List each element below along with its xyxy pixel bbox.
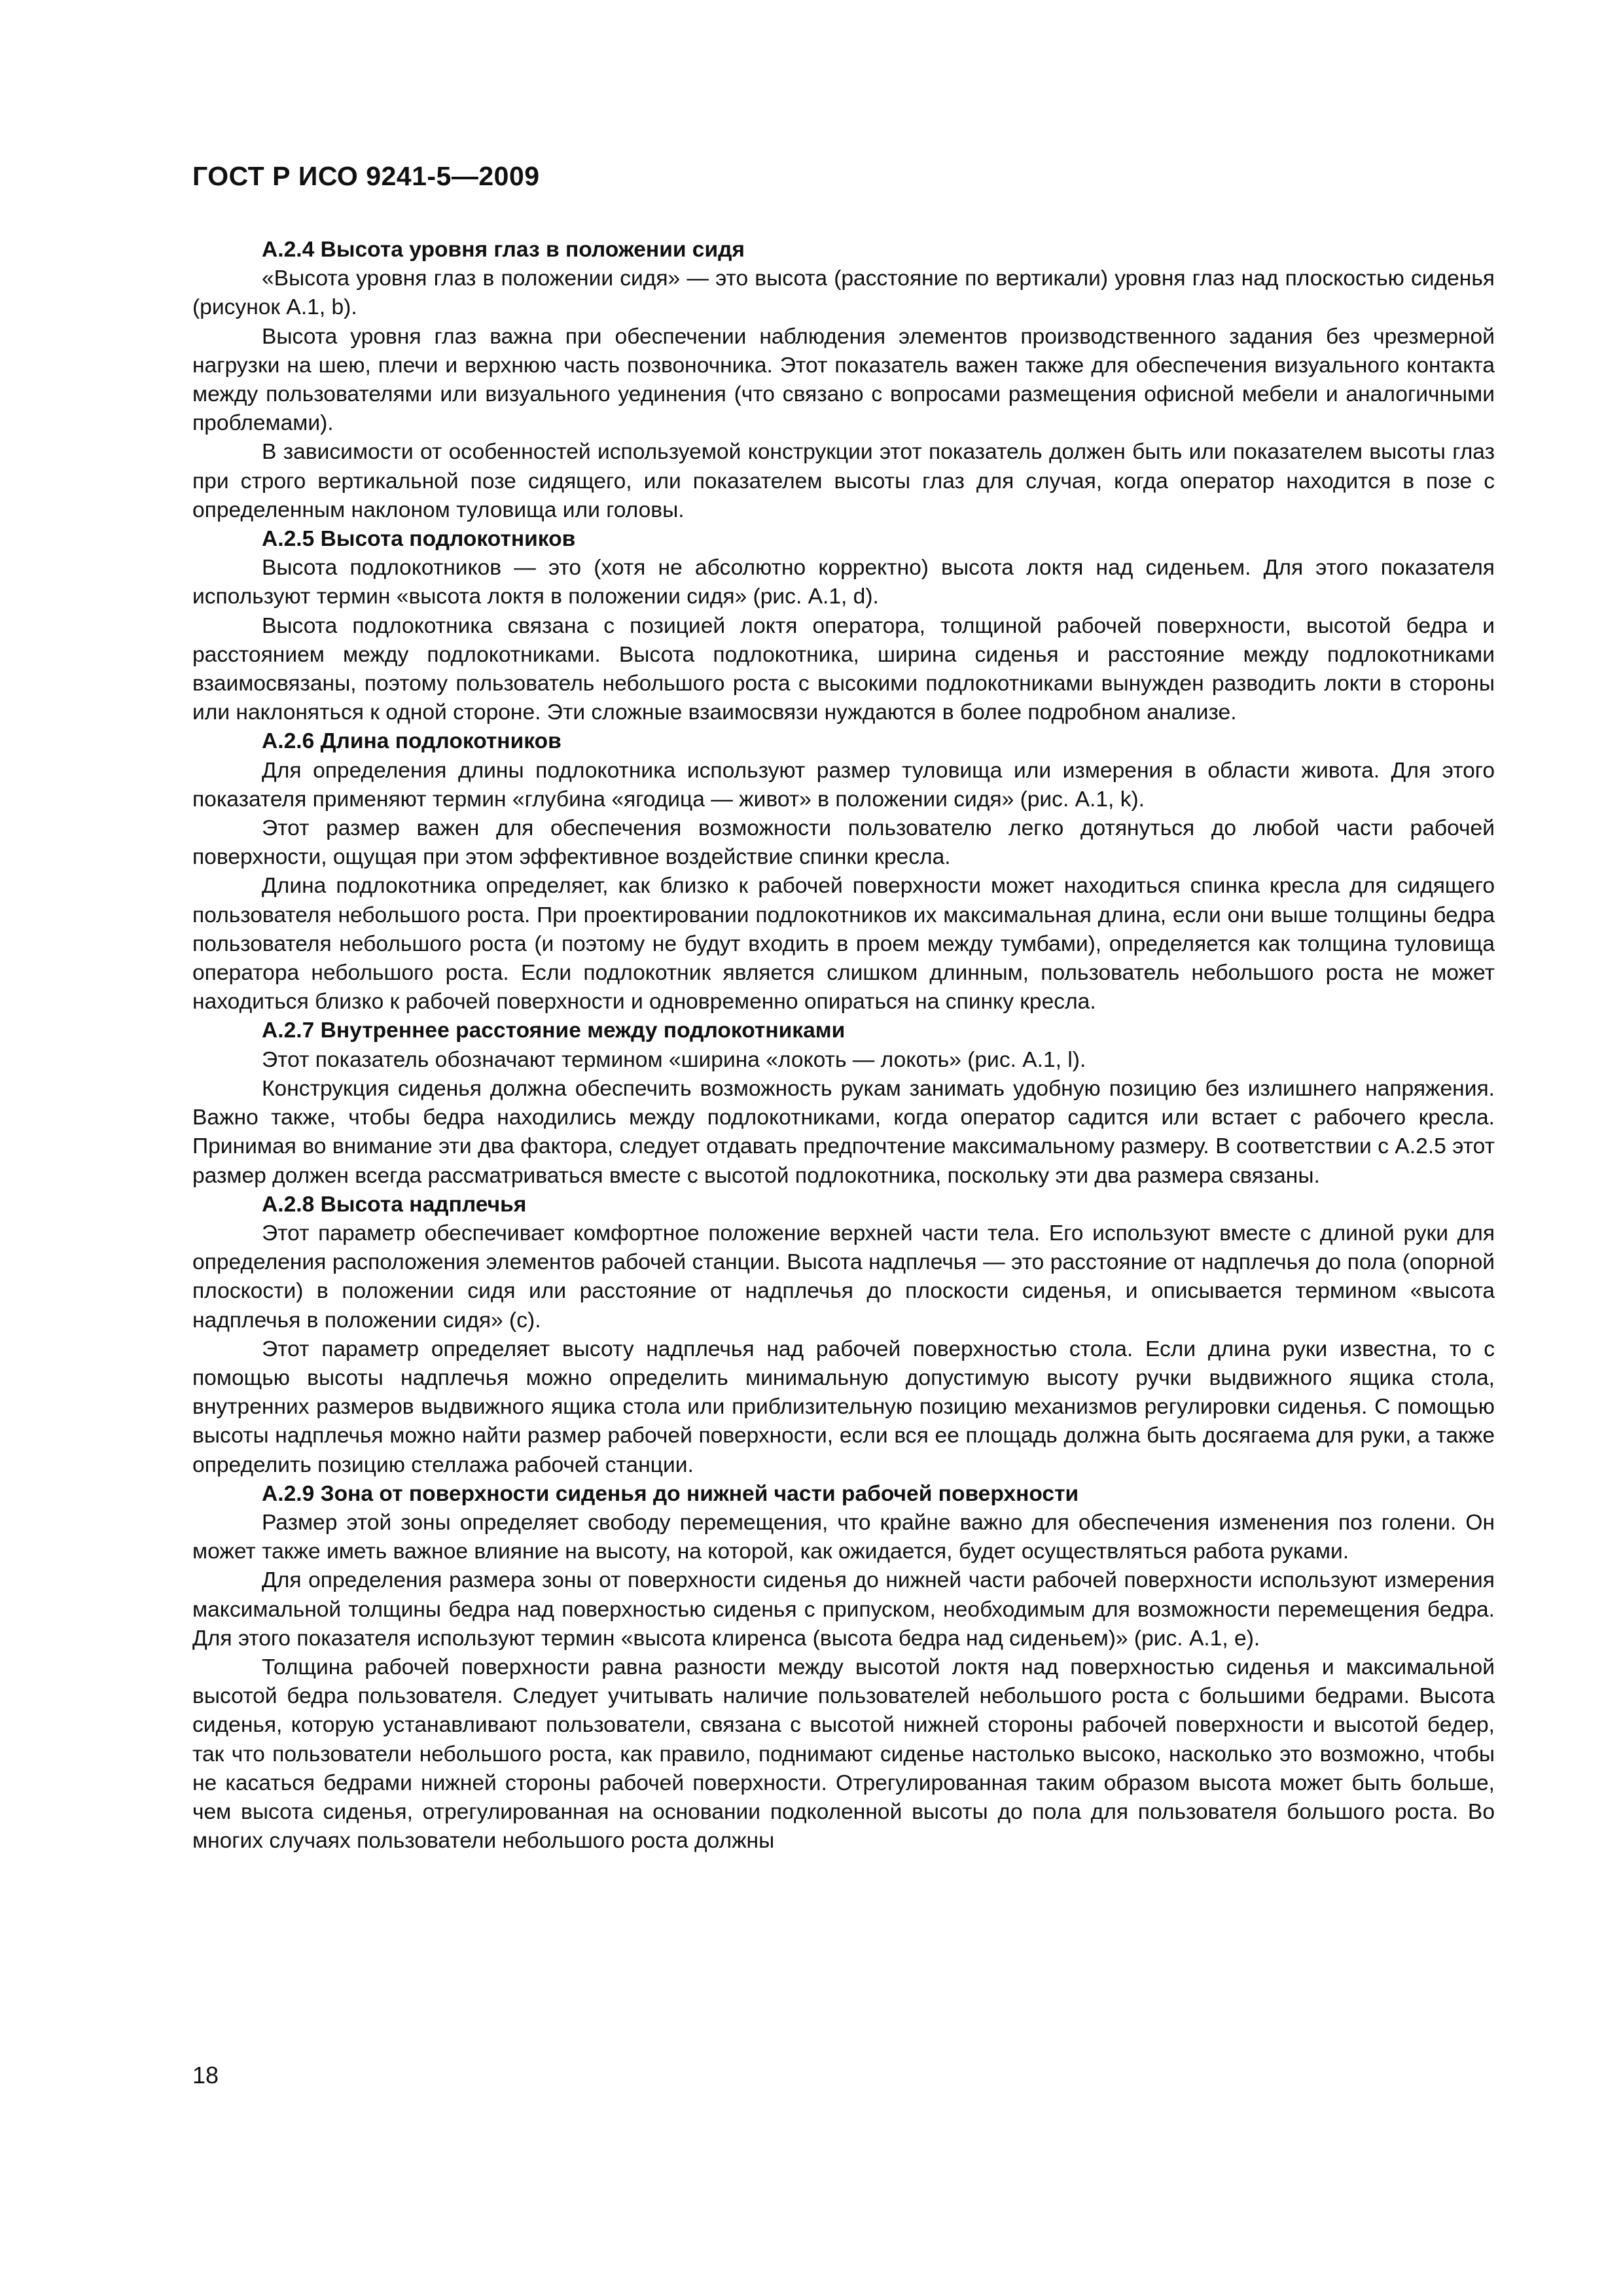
- section-a-2-6: [192, 727, 1495, 1016]
- section-a-2-4: [192, 236, 1495, 525]
- paragraph: Конструкция сиденья должна обеспечить возможность рукам занимать удобную позицию без излишнего напряжения. Важно также, чтобы бедра находились между подлокотниками, когда оператор садится или встает с рабочего кресла. Принимая во внимание эти два фактора, следует отдавать предпочтение максимальному размеру. В соответствии с А.2.5 этот размер должен всегда рассматриваться вместе с высотой подлокотника, поскольку эти два размера связаны.: [192, 1076, 1495, 1188]
- document-header: ГОСТ Р ИСО 9241-5—2009: [192, 161, 540, 191]
- document-body: [192, 236, 1495, 1856]
- paragraph: Этот показатель обозначают термином «ширина «локоть — локоть» (рис. А.1, l).: [262, 1047, 1086, 1072]
- section-a-2-7: [192, 1016, 1495, 1190]
- paragraph: Высота уровня глаз важна при обеспечении наблюдения элементов производственного задания без чрезмерной нагрузки на шею, плечи и верхнюю часть позвоночника. Этот показатель важен также для обеспечения визуального контакта между пользователями или визуального уединения (что связано с вопросами размещения офисной мебели и аналогичными проблемами).: [192, 324, 1495, 436]
- section-heading: А.2.7 Внутреннее расстояние между подлокотниками: [262, 1018, 846, 1043]
- section-heading: А.2.6 Длина подлокотников: [262, 729, 562, 754]
- paragraph: Высота подлокотников — это (хотя не абсолютно корректно) высота локтя над сиденьем. Для этого показателя используют термин «высота локтя в положении сидя» (рис. А.1, d).: [192, 556, 1495, 609]
- section-heading: А.2.4 Высота уровня глаз в положении сидя: [262, 238, 745, 262]
- section-heading: А.2.9 Зона от поверхности сиденья до нижней части рабочей поверхности: [262, 1481, 1079, 1506]
- paragraph: Длина подлокотника определяет, как близко к рабочей поверхности может находиться спинка кресла для сидящего пользователя небольшого роста. При проектировании подлокотников их максимальная длина, если они выше толщины бедра пользователя небольшого роста (и поэтому не будут входить в проем между тумбами), определяется как толщина туловища оператора небольшого роста. Если подлокотник является слишком длинным, пользователь небольшого роста не может находиться близко к рабочей поверхности и одновременно опираться на спинку кресла.: [192, 874, 1495, 1014]
- paragraph: Этот параметр определяет высоту надплечья над рабочей поверхностью стола. Если длина руки известна, то с помощью высоты надплечья можно определить минимальную допустимую высоту ручки выдвижного ящика стола, внутренних размеров выдвижного ящика стола или приблизительную позицию механизмов регулировки сиденья. С помощью высоты надплечья можно найти размер рабочей поверхности, если вся ее площадь должна быть досягаема для руки, а также определить позицию стеллажа рабочей станции.: [192, 1336, 1495, 1477]
- section-heading: А.2.5 Высота подлокотников: [262, 527, 576, 552]
- paragraph: Толщина рабочей поверхности равна разности между высотой локтя над поверхностью сиденья и максимальной высотой бедра пользователя. Следует учитывать наличие пользователей небольшого роста с большими бедрами. Высота сиденья, которую устанавливают пользователи, связана с высотой нижней стороны рабочей поверхности и высотой бедер, так что пользователи небольшого роста, как правило, поднимают сиденье настолько высоко, насколько это возможно, чтобы не касаться бедрами нижней стороны рабочей поверхности. Отрегулированная таким образом высота может быть больше, чем высота сиденья, отрегулированная на основании подколенной высоты до пола для пользователя большого роста. Во многих случаях пользователи небольшого роста должны: [192, 1655, 1495, 1854]
- section-a-2-8: [192, 1191, 1495, 1480]
- paragraph: Для определения размера зоны от поверхности сиденья до нижней части рабочей поверхности используют измерения максимальной толщины бедра над поверхностью сиденья с припуском, необходимым для возможности перемещения бедра. Для этого показателя используют термин «высота клиренса (высота бедра над сиденьем)» (рис. А.1, e).: [192, 1568, 1495, 1651]
- paragraph: «Высота уровня глаз в положении сидя» — это высота (расстояние по вертикали) уровня глаз над плоскостью сиденья (рисунок А.1, b).: [192, 266, 1495, 320]
- paragraph: В зависимости от особенностей используемой конструкции этот показатель должен быть или показателем высоты глаз при строго вертикальной позе сидящего, или показателем высоты глаз для случая, когда оператор находится в позе с определенным наклоном туловища или головы.: [192, 440, 1495, 522]
- paragraph: Этот размер важен для обеспечения возможности пользователю легко дотянуться до любой части рабочей поверхности, ощущая при этом эффективное воздействие спинки кресла.: [192, 816, 1495, 870]
- section-a-2-9: [192, 1480, 1495, 1856]
- section-a-2-5: [192, 525, 1495, 727]
- page-number: 18: [192, 2062, 219, 2089]
- section-heading: А.2.8 Высота надплечья: [262, 1192, 527, 1217]
- paragraph: Высота подлокотника связана с позицией локтя оператора, толщиной рабочей поверхности, высотой бедра и расстоянием между подлокотниками. Высота подлокотника, ширина сиденья и расстояние между подлокотниками взаимосвязаны, поэтому пользователь небольшого роста с высокими подлокотниками вынужден разводить локти в стороны или наклоняться к одной стороне. Эти сложные взаимосвязи нуждаются в более подробном анализе.: [192, 613, 1495, 725]
- paragraph: Этот параметр обеспечивает комфортное положение верхней части тела. Его используют вместе с длиной руки для определения расположения элементов рабочей станции. Высота надплечья — это расстояние от надплечья до пола (опорной плоскости) в положении сидя или расстояние от надплечья до плоскости сиденья, и описывается термином «высота надплечья в положении сидя» (с).: [192, 1221, 1495, 1333]
- paragraph: Размер этой зоны определяет свободу перемещения, что крайне важно для обеспечения изменения поз голени. Он может также иметь важное влияние на высоту, на которой, как ожидается, будет осуществляться работа руками.: [192, 1510, 1495, 1564]
- paragraph: Для определения длины подлокотника используют размер туловища или измерения в области живота. Для этого показателя применяют термин «глубина «ягодица — живот» в положении сидя» (рис. А.1, k).: [192, 758, 1495, 812]
